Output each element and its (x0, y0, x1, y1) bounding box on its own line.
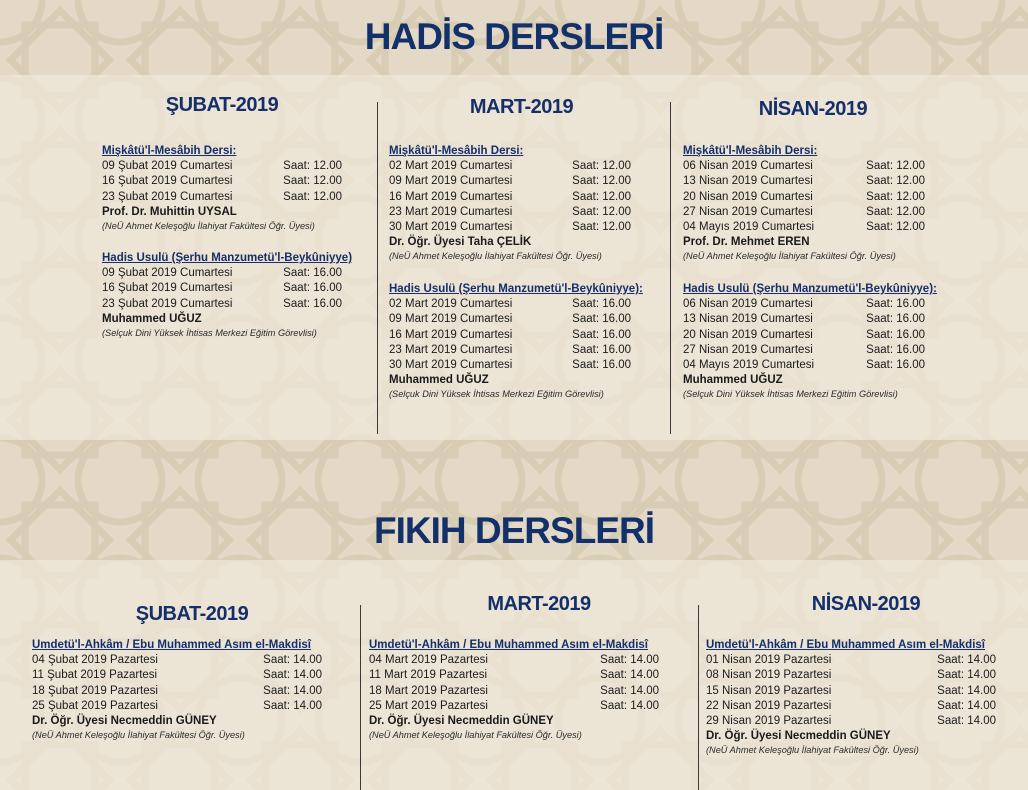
lesson-date: 23 Mart 2019 Cumartesi (389, 205, 513, 218)
lesson-heading: Mişkâtü'l-Mesâbih Dersi: (102, 145, 237, 157)
lesson-time: Saat: 14.00 (263, 669, 322, 682)
teacher-institution: (NeÜ Ahmet Keleşoğlu İlahiyat Fakültesi Öğr. Üyesi) (389, 251, 602, 262)
lesson-time: Saat: 16.00 (283, 267, 342, 279)
lesson-date: 30 Mart 2019 Cumartesi (389, 221, 513, 234)
fikih-section-title: FIKIH DERSLERİ (374, 510, 654, 551)
lesson-date: 09 Şubat 2019 Cumartesi (102, 160, 233, 172)
lesson-time: Saat: 12.00 (572, 205, 631, 218)
schedule-row (369, 699, 659, 714)
lesson-date: 27 Nisan 2019 Cumartesi (683, 205, 813, 218)
schedule-row (389, 220, 631, 235)
teacher-institution: (Selçuk Dini Yüksek İhtisas Merkezi Eğitim Görevlisi) (102, 327, 317, 338)
lesson-time: Saat: 12.00 (866, 221, 925, 234)
lesson-date: 04 Mart 2019 Pazartesi (369, 654, 488, 666)
fikih-column-nisan (706, 593, 996, 763)
lesson-time: Saat: 14.00 (937, 654, 996, 666)
lesson-block (102, 251, 353, 340)
lesson-block (369, 638, 659, 742)
lesson-time: Saat: 16.00 (283, 297, 342, 310)
lesson-time: Saat: 12.00 (283, 175, 342, 188)
lesson-heading: Umdetü'l-Ahkâm / Ebu Muhammed Asım el-Makdisî (32, 639, 311, 651)
schedule-row (102, 266, 342, 281)
month-heading: NİSAN-2019 (811, 593, 921, 615)
lesson-time: Saat: 14.00 (600, 699, 659, 712)
lesson-date: 23 Mart 2019 Cumartesi (389, 343, 513, 356)
fikih-column-mart (369, 593, 659, 743)
teacher-institution: (NeÜ Ahmet Keleşoğlu İlahiyat Fakültesi Öğr. Üyesi) (369, 730, 582, 741)
lesson-date: 27 Nisan 2019 Cumartesi (683, 343, 813, 356)
lesson-block (389, 144, 631, 263)
lesson-time: Saat: 12.00 (572, 175, 631, 188)
month-heading: MART-2019 (487, 593, 591, 615)
schedule-row (683, 190, 925, 205)
column-divider (377, 102, 378, 434)
month-heading: ŞUBAT-2019 (165, 94, 279, 116)
lesson-date: 20 Nisan 2019 Cumartesi (683, 328, 813, 341)
schedule-row (683, 328, 925, 343)
hadis-column-subat (102, 94, 353, 394)
schedule-row (706, 684, 996, 699)
lesson-block (706, 638, 996, 757)
lesson-time: Saat: 16.00 (866, 343, 925, 356)
lesson-date: 13 Nisan 2019 Cumartesi (683, 175, 813, 188)
lesson-time: Saat: 14.00 (600, 669, 659, 682)
lesson-date: 13 Nisan 2019 Cumartesi (683, 313, 813, 326)
lesson-date: 11 Şubat 2019 Pazartesi (32, 669, 158, 682)
teacher-institution: (NeÜ Ahmet Keleşoğlu İlahiyat Fakültesi Öğr. Üyesi) (706, 745, 919, 756)
hadis-section-title: HADİS DERSLERİ (364, 16, 664, 57)
lesson-date: 02 Mart 2019 Cumartesi (389, 160, 513, 172)
lesson-date: 04 Mayıs 2019 Cumartesi (683, 359, 815, 372)
teacher-institution: (NeÜ Ahmet Keleşoğlu İlahiyat Fakültesi Öğr. Üyesi) (102, 220, 315, 231)
lesson-time: Saat: 14.00 (263, 684, 322, 697)
schedule-row (389, 174, 631, 189)
schedule-row (389, 358, 631, 373)
schedule-row (706, 653, 996, 668)
fikih-column-subat (32, 603, 322, 753)
lesson-time: Saat: 12.00 (866, 190, 925, 203)
lesson-time: Saat: 14.00 (937, 715, 996, 728)
lesson-heading: Hadis Usulü (Şerhu Manzumetü'l-Beykûniyye): (389, 283, 643, 295)
lesson-date: 30 Mart 2019 Cumartesi (389, 359, 513, 372)
lesson-time: Saat: 12.00 (572, 221, 631, 234)
lesson-time: Saat: 12.00 (866, 160, 925, 172)
month-heading: MART-2019 (469, 96, 574, 118)
schedule-row (389, 328, 631, 343)
lesson-time: Saat: 14.00 (600, 684, 659, 697)
schedule-row (389, 343, 631, 358)
lesson-time: Saat: 14.00 (937, 699, 996, 712)
column-divider (670, 102, 671, 434)
lesson-date: 09 Mart 2019 Cumartesi (389, 313, 513, 326)
lesson-date: 16 Mart 2019 Cumartesi (389, 328, 513, 341)
schedule-row (102, 190, 342, 205)
lesson-time: Saat: 16.00 (572, 298, 631, 310)
lesson-date: 15 Nisan 2019 Pazartesi (706, 684, 832, 697)
lesson-time: Saat: 16.00 (572, 359, 631, 372)
lesson-date: 04 Mayıs 2019 Cumartesi (683, 221, 815, 234)
lesson-time: Saat: 16.00 (572, 313, 631, 326)
schedule-row (32, 668, 322, 683)
teacher-name: Prof. Dr. Mehmet EREN (683, 236, 810, 249)
lesson-date: 16 Şubat 2019 Cumartesi (102, 282, 233, 295)
schedule-row (32, 684, 322, 699)
schedule-row (706, 699, 996, 714)
lesson-block (683, 144, 925, 263)
teacher-institution: (NeÜ Ahmet Keleşoğlu İlahiyat Fakültesi Öğr. Üyesi) (683, 251, 896, 262)
lesson-time: Saat: 12.00 (866, 175, 925, 188)
lesson-time: Saat: 12.00 (283, 160, 342, 172)
lesson-time: Saat: 12.00 (283, 190, 342, 203)
schedule-row (389, 297, 631, 312)
lesson-heading: Hadis Usulü (Şerhu Manzumetü'l-Beykûniyye): (683, 283, 937, 295)
teacher-name: Dr. Öğr. Üyesi Necmeddin GÜNEY (369, 715, 554, 728)
lesson-date: 09 Mart 2019 Cumartesi (389, 175, 513, 188)
schedule-row (369, 684, 659, 699)
schedule-row (102, 281, 342, 296)
lesson-date: 23 Şubat 2019 Cumartesi (102, 190, 233, 203)
teacher-name: Dr. Öğr. Üyesi Necmeddin GÜNEY (32, 715, 217, 728)
schedule-row (683, 174, 925, 189)
lesson-date: 11 Mart 2019 Pazartesi (369, 669, 488, 682)
lesson-date: 08 Nisan 2019 Pazartesi (706, 669, 832, 682)
lesson-heading: Umdetü'l-Ahkâm / Ebu Muhammed Asım el-Makdisî (369, 639, 648, 651)
schedule-row (706, 714, 996, 729)
lesson-date: 20 Nisan 2019 Cumartesi (683, 190, 813, 203)
month-heading: NİSAN-2019 (758, 98, 868, 120)
lesson-time: Saat: 16.00 (572, 328, 631, 341)
teacher-institution: (Selçuk Dini Yüksek İhtisas Merkezi Eğitim Görevlisi) (683, 389, 898, 400)
schedule-row (683, 343, 925, 358)
schedule-row (683, 312, 925, 327)
lesson-date: 01 Nisan 2019 Pazartesi (706, 654, 832, 666)
teacher-name: Dr. Öğr. Üyesi Necmeddin GÜNEY (706, 730, 891, 743)
lesson-date: 18 Mart 2019 Pazartesi (369, 684, 488, 697)
hadis-column-mart (389, 96, 643, 416)
schedule-row (389, 205, 631, 220)
lesson-date: 29 Nisan 2019 Pazartesi (706, 715, 832, 728)
lesson-date: 16 Mart 2019 Cumartesi (389, 190, 513, 203)
schedule-row (683, 159, 925, 174)
lesson-date: 25 Şubat 2019 Pazartesi (32, 699, 158, 712)
lesson-block (102, 144, 342, 233)
lesson-heading: Mişkâtü'l-Mesâbih Dersi: (389, 145, 524, 157)
lesson-time: Saat: 16.00 (572, 343, 631, 356)
schedule-row (683, 358, 925, 373)
schedule-row (369, 653, 659, 668)
lesson-block (683, 282, 937, 401)
lesson-time: Saat: 12.00 (572, 190, 631, 203)
teacher-name: Prof. Dr. Muhittin UYSAL (102, 205, 237, 218)
schedule-row (369, 668, 659, 683)
lesson-date: 16 Şubat 2019 Cumartesi (102, 175, 233, 188)
lesson-block (389, 282, 643, 401)
lesson-heading: Umdetü'l-Ahkâm / Ebu Muhammed Asım el-Makdisî (706, 639, 985, 651)
lesson-date: 04 Şubat 2019 Pazartesi (32, 654, 158, 666)
schedule-row (389, 190, 631, 205)
lesson-date: 22 Nisan 2019 Pazartesi (706, 699, 832, 712)
lesson-time: Saat: 16.00 (866, 359, 925, 372)
lesson-date: 09 Şubat 2019 Cumartesi (102, 267, 233, 279)
schedule-row (102, 159, 342, 174)
teacher-institution: (NeÜ Ahmet Keleşoğlu İlahiyat Fakültesi Öğr. Üyesi) (32, 730, 245, 741)
teacher-name: Dr. Öğr. Üyesi Taha ÇELİK (389, 236, 532, 249)
lesson-date: 25 Mart 2019 Pazartesi (369, 699, 488, 712)
schedule-row (102, 174, 342, 189)
hadis-column-nisan (683, 98, 937, 418)
schedule-row (389, 312, 631, 327)
schedule-row (32, 653, 322, 668)
lesson-heading: Mişkâtü'l-Mesâbih Dersi: (683, 145, 818, 157)
lesson-block (32, 638, 322, 742)
lesson-time: Saat: 14.00 (263, 699, 322, 712)
month-heading: ŞUBAT-2019 (135, 603, 249, 625)
teacher-name: Muhammed UĞUZ (102, 312, 202, 325)
lesson-time: Saat: 14.00 (600, 654, 659, 666)
lesson-time: Saat: 12.00 (572, 160, 631, 172)
schedule-row (683, 220, 925, 235)
lesson-date: 06 Nisan 2019 Cumartesi (683, 298, 813, 310)
column-divider (360, 605, 361, 790)
lesson-time: Saat: 14.00 (937, 669, 996, 682)
lesson-time: Saat: 16.00 (866, 298, 925, 310)
lesson-time: Saat: 16.00 (283, 282, 342, 295)
lesson-date: 06 Nisan 2019 Cumartesi (683, 160, 813, 172)
column-divider (698, 605, 699, 790)
schedule-row (683, 297, 925, 312)
schedule-row (683, 205, 925, 220)
teacher-institution: (Selçuk Dini Yüksek İhtisas Merkezi Eğitim Görevlisi) (389, 389, 604, 400)
lesson-date: 02 Mart 2019 Cumartesi (389, 298, 513, 310)
schedule-row (706, 668, 996, 683)
lesson-time: Saat: 12.00 (866, 205, 925, 218)
lesson-time: Saat: 16.00 (866, 328, 925, 341)
lesson-date: 18 Şubat 2019 Pazartesi (32, 684, 158, 697)
teacher-name: Muhammed UĞUZ (389, 374, 489, 387)
schedule-row (32, 699, 322, 714)
lesson-time: Saat: 16.00 (866, 313, 925, 326)
lesson-heading: Hadis Usulü (Şerhu Manzumetü'l-Beykûniyye) (102, 252, 353, 264)
schedule-row (102, 297, 342, 312)
lesson-time: Saat: 14.00 (937, 684, 996, 697)
teacher-name: Muhammed UĞUZ (683, 374, 783, 387)
lesson-date: 23 Şubat 2019 Cumartesi (102, 297, 233, 310)
lesson-time: Saat: 14.00 (263, 654, 322, 666)
schedule-row (389, 159, 631, 174)
